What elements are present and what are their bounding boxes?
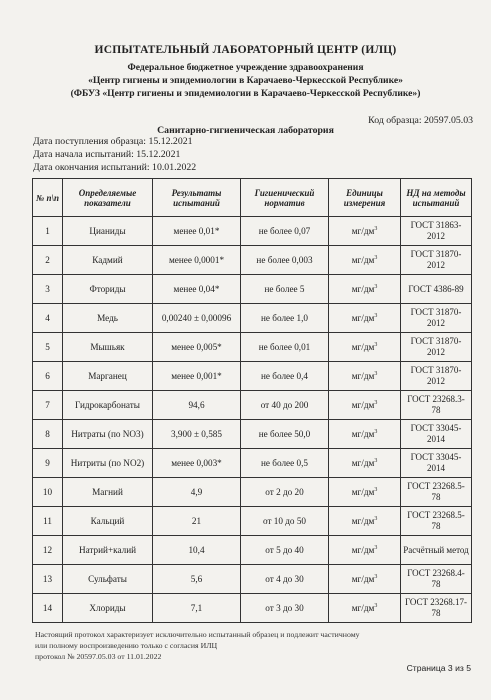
unit xyxy=(329,536,401,565)
test-method: ГОСТ 4386-89 xyxy=(401,275,472,304)
hygienic-norm: не более 0,01 xyxy=(241,333,329,362)
page-number: Страница 3 из 5 xyxy=(406,663,471,673)
hygienic-norm: не более 0,07 xyxy=(241,217,329,246)
unit-exponent: 3 xyxy=(374,457,378,464)
unit xyxy=(329,391,401,420)
row-number: 11 xyxy=(33,507,63,536)
header-no: № п\п xyxy=(33,179,63,217)
test-method: ГОСТ 23268.17-78 xyxy=(401,594,472,623)
indicator-name: Кадмий xyxy=(63,246,153,275)
unit-base: мг/дм xyxy=(351,429,375,439)
indicator-name: Цианиды xyxy=(63,217,153,246)
protocol-reference: протокол № 20597.05.03 от 11.01.2022 xyxy=(35,652,162,661)
header-result: Результаты испытаний xyxy=(153,179,241,217)
test-result: 4,9 xyxy=(153,478,241,507)
hygienic-norm: от 10 до 50 xyxy=(241,507,329,536)
row-number: 2 xyxy=(33,246,63,275)
hygienic-norm: от 40 до 200 xyxy=(241,391,329,420)
unit xyxy=(329,420,401,449)
unit-base: мг/дм xyxy=(351,371,375,381)
unit-exponent: 3 xyxy=(374,370,378,377)
test-method: ГОСТ 31870-2012 xyxy=(401,362,472,391)
table-header-row xyxy=(33,179,472,217)
unit-exponent: 3 xyxy=(374,602,378,609)
unit xyxy=(329,449,401,478)
unit-base: мг/дм xyxy=(351,603,375,613)
unit xyxy=(329,217,401,246)
unit-exponent: 3 xyxy=(374,515,378,522)
indicator-name: Натрий+калий xyxy=(63,536,153,565)
unit-base: мг/дм xyxy=(351,458,375,468)
unit-exponent: 3 xyxy=(374,544,378,551)
test-result: менее 0,04* xyxy=(153,275,241,304)
test-result: 94,6 xyxy=(153,391,241,420)
unit-base: мг/дм xyxy=(351,516,375,526)
unit xyxy=(329,565,401,594)
hygienic-norm: не более 0,5 xyxy=(241,449,329,478)
unit xyxy=(329,333,401,362)
results-table xyxy=(32,178,472,623)
hygienic-norm: не более 0,003 xyxy=(241,246,329,275)
hygienic-norm: не более 0,4 xyxy=(241,362,329,391)
test-method: ГОСТ 31870-2012 xyxy=(401,246,472,275)
table-row xyxy=(33,565,472,594)
unit-exponent: 3 xyxy=(374,225,378,232)
indicator-name: Сульфаты xyxy=(63,565,153,594)
hygienic-norm: не более 50,0 xyxy=(241,420,329,449)
organization-type: Федеральное бюджетное учреждение здравоохранения xyxy=(127,62,364,73)
footer-note-line2: или полному воспроизведению только с согласия ИЛЦ xyxy=(35,641,218,650)
test-method: ГОСТ 23268.4-78 xyxy=(401,565,472,594)
document-title: ИСПЫТАТЕЛЬНЫЙ ЛАБОРАТОРНЫЙ ЦЕНТР (ИЛЦ) xyxy=(94,44,397,56)
test-method: Расчётный метод xyxy=(401,536,472,565)
unit-base: мг/дм xyxy=(351,545,375,555)
test-result: 7,1 xyxy=(153,594,241,623)
indicator-name: Фториды xyxy=(63,275,153,304)
row-number: 6 xyxy=(33,362,63,391)
table-row xyxy=(33,246,472,275)
unit-exponent: 3 xyxy=(374,341,378,348)
date-test-start: Дата начала испытаний: 15.12.2021 xyxy=(33,149,181,160)
indicator-name: Мышьяк xyxy=(63,333,153,362)
unit-base: мг/дм xyxy=(351,400,375,410)
row-number: 3 xyxy=(33,275,63,304)
date-test-end: Дата окончания испытаний: 10.01.2022 xyxy=(33,162,197,173)
row-number: 14 xyxy=(33,594,63,623)
indicator-name: Нитриты (по NO2) xyxy=(63,449,153,478)
organization-short-name: (ФБУЗ «Центр гигиены и эпидемиологии в Карачаево-Черкесской Республике») xyxy=(70,88,421,99)
test-result: менее 0,001* xyxy=(153,362,241,391)
table-row xyxy=(33,391,472,420)
table-row xyxy=(33,217,472,246)
test-method: ГОСТ 23268.5-78 xyxy=(401,478,472,507)
table-row xyxy=(33,594,472,623)
unit-exponent: 3 xyxy=(374,312,378,319)
row-number: 1 xyxy=(33,217,63,246)
indicator-name: Марганец xyxy=(63,362,153,391)
row-number: 5 xyxy=(33,333,63,362)
row-number: 12 xyxy=(33,536,63,565)
test-method: ГОСТ 31870-2012 xyxy=(401,304,472,333)
unit xyxy=(329,362,401,391)
hygienic-norm: от 5 до 40 xyxy=(241,536,329,565)
indicator-name: Магний xyxy=(63,478,153,507)
hygienic-norm: не более 5 xyxy=(241,275,329,304)
unit xyxy=(329,507,401,536)
test-result: менее 0,01* xyxy=(153,217,241,246)
unit xyxy=(329,275,401,304)
header-method: НД на методы испытаний xyxy=(401,179,472,217)
hygienic-norm: от 4 до 30 xyxy=(241,565,329,594)
indicator-name: Медь xyxy=(63,304,153,333)
table-row xyxy=(33,362,472,391)
row-number: 10 xyxy=(33,478,63,507)
unit-base: мг/дм xyxy=(351,284,375,294)
table-row xyxy=(33,536,472,565)
row-number: 7 xyxy=(33,391,63,420)
unit-exponent: 3 xyxy=(374,428,378,435)
table-row xyxy=(33,333,472,362)
test-result: 10,4 xyxy=(153,536,241,565)
test-method: ГОСТ 23268.3-78 xyxy=(401,391,472,420)
test-method: ГОСТ 33045-2014 xyxy=(401,449,472,478)
hygienic-norm: не более 1,0 xyxy=(241,304,329,333)
unit-base: мг/дм xyxy=(351,226,375,236)
unit-exponent: 3 xyxy=(374,486,378,493)
header-indicator: Определяемые показатели xyxy=(63,179,153,217)
unit-base: мг/дм xyxy=(351,255,375,265)
unit xyxy=(329,246,401,275)
organization-name: «Центр гигиены и эпидемиологии в Карачаево-Черкесской Республике» xyxy=(88,75,403,86)
footer-note-line1: Настоящий протокол характеризует исключительно испытанный образец и подлежит частичному xyxy=(35,630,360,639)
test-result: менее 0,0001* xyxy=(153,246,241,275)
unit-base: мг/дм xyxy=(351,342,375,352)
sample-code: Код образца: 20597.05.03 xyxy=(368,115,473,126)
unit-exponent: 3 xyxy=(374,283,378,290)
table-row xyxy=(33,478,472,507)
test-method: ГОСТ 33045-2014 xyxy=(401,420,472,449)
header-norm: Гигиенический норматив xyxy=(241,179,329,217)
laboratory-name: Санитарно-гигиеническая лаборатория xyxy=(157,125,334,136)
indicator-name: Нитраты (по NO3) xyxy=(63,420,153,449)
table-row xyxy=(33,275,472,304)
unit-base: мг/дм xyxy=(351,487,375,497)
test-method: ГОСТ 31870-2012 xyxy=(401,333,472,362)
test-result: 3,900 ± 0,585 xyxy=(153,420,241,449)
row-number: 8 xyxy=(33,420,63,449)
unit-exponent: 3 xyxy=(374,399,378,406)
table-row xyxy=(33,420,472,449)
table-row xyxy=(33,449,472,478)
indicator-name: Кальций xyxy=(63,507,153,536)
hygienic-norm: от 3 до 30 xyxy=(241,594,329,623)
unit xyxy=(329,478,401,507)
test-method: ГОСТ 23268.5-78 xyxy=(401,507,472,536)
row-number: 4 xyxy=(33,304,63,333)
table-row xyxy=(33,507,472,536)
test-result: 21 xyxy=(153,507,241,536)
test-method: ГОСТ 31863-2012 xyxy=(401,217,472,246)
header-unit: Единицы измерения xyxy=(329,179,401,217)
test-result: менее 0,005* xyxy=(153,333,241,362)
row-number: 9 xyxy=(33,449,63,478)
date-received: Дата поступления образца: 15.12.2021 xyxy=(33,136,193,147)
test-result: 5,6 xyxy=(153,565,241,594)
table-row xyxy=(33,304,472,333)
row-number: 13 xyxy=(33,565,63,594)
unit-exponent: 3 xyxy=(374,573,378,580)
indicator-name: Хлориды xyxy=(63,594,153,623)
results-table-body xyxy=(33,217,472,623)
unit-base: мг/дм xyxy=(351,313,375,323)
hygienic-norm: от 2 до 20 xyxy=(241,478,329,507)
unit-base: мг/дм xyxy=(351,574,375,584)
unit xyxy=(329,594,401,623)
unit-exponent: 3 xyxy=(374,254,378,261)
test-result: менее 0,003* xyxy=(153,449,241,478)
unit xyxy=(329,304,401,333)
indicator-name: Гидрокарбонаты xyxy=(63,391,153,420)
test-result: 0,00240 ± 0,00096 xyxy=(153,304,241,333)
